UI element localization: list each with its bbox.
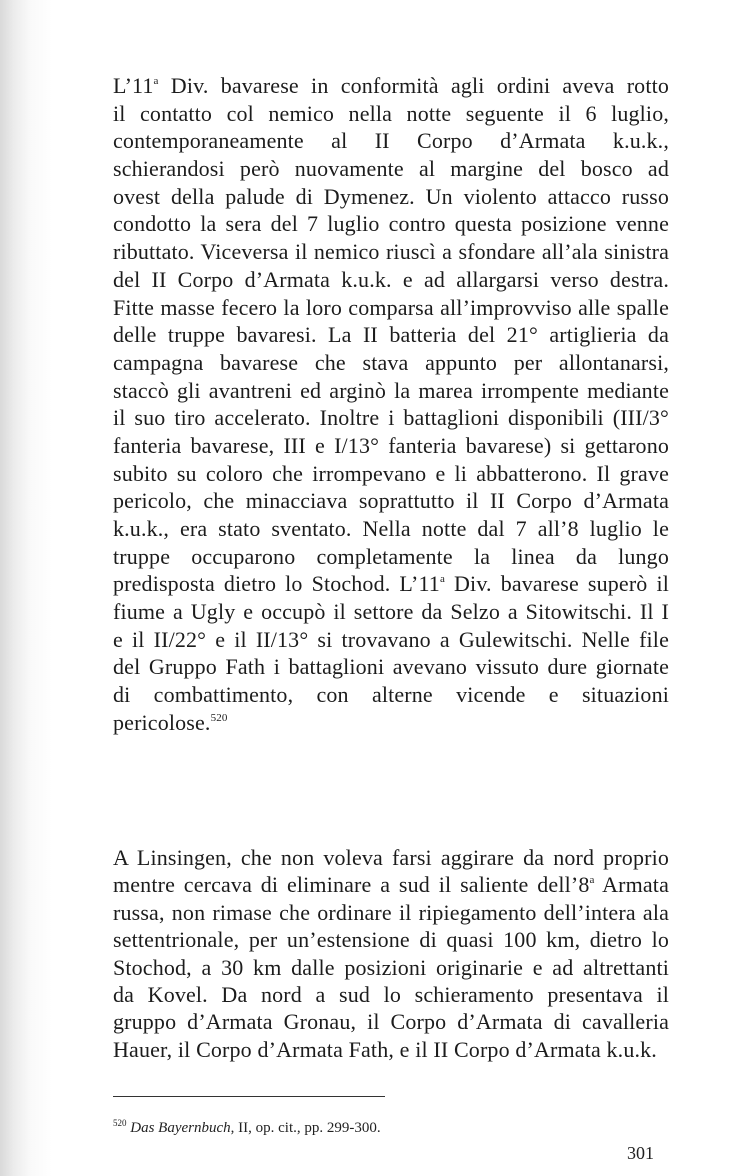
line-text: di combattimento, con alterne vicende e situazioni <box>113 682 669 708</box>
text-line <box>113 1036 669 1063</box>
text-line <box>113 954 669 981</box>
text-line <box>113 72 669 100</box>
line-text: schierandosi però nuovamente al margine del bosco ad <box>113 156 669 182</box>
line-text: ributtato. Viceversa il nemico riuscì a sfondare all’ala sinistra <box>113 239 669 265</box>
line-text: mentre cercava di eliminare a sud il saliente dell’8 <box>113 872 590 898</box>
text-line <box>113 871 669 898</box>
text-line <box>113 294 669 322</box>
line-text-continued: Div. bavarese superò il <box>444 571 669 597</box>
line-text: predisposta dietro lo Stochod. L’11 <box>113 571 440 597</box>
text-line <box>113 321 669 349</box>
line-text: condotto la sera del 7 luglio contro questa posizione venne <box>113 211 669 237</box>
line-text: pericolo, che minacciava soprattutto il II Corpo d’Armata <box>113 488 669 514</box>
line-text: k.u.k., era stato sventato. Nella notte dal 7 all’8 luglio le <box>113 516 669 541</box>
text-line <box>113 598 669 626</box>
text-line <box>113 404 669 432</box>
line-text: A Linsingen, che non voleva farsi aggirare da nord proprio <box>113 845 669 870</box>
footnote-title: Das Bayernbuch <box>130 1120 231 1136</box>
text-line <box>113 515 669 543</box>
text-line <box>113 681 669 709</box>
line-text-continued: Armata <box>594 872 669 898</box>
text-line <box>113 626 669 654</box>
text-line <box>113 238 669 266</box>
line-text: L’11 <box>113 73 154 98</box>
line-text: gruppo d’Armata Gronau, il Corpo d’Armata di cavalleria <box>113 1009 669 1035</box>
text-line <box>113 653 669 681</box>
superscript: a <box>439 573 445 586</box>
paragraph-2 <box>113 844 669 1063</box>
text-line <box>113 709 669 737</box>
superscript: a <box>153 75 159 87</box>
line-text: subito su coloro che irrompevano e li abbatterono. Il grave <box>113 460 669 486</box>
paragraph-1 <box>113 72 669 737</box>
footnote-text: , II, op. cit., pp. 299-300. <box>230 1120 381 1136</box>
text-line <box>113 210 669 238</box>
line-text: del II Corpo d’Armata k.u.k. e ad allargarsi verso destra. <box>113 266 669 292</box>
line-text: ovest della palude di Dymenez. Un violento attacco russo <box>113 183 669 209</box>
text-line <box>113 155 669 183</box>
line-text: fanteria bavarese, III e I/13° fanteria bavarese) si gettarono <box>113 432 669 458</box>
text-line <box>113 183 669 211</box>
line-text: Hauer, il Corpo d’Armata Fath, e il II Corpo d’Armata k.u.k. <box>113 1036 657 1062</box>
footnote-number: 520 <box>113 1118 127 1128</box>
line-text: contemporaneamente al II Corpo d’Armata k.u.k., <box>113 128 669 154</box>
line-text: fiume a Ugly e occupò il settore da Selzo a Sitowitschi. Il I <box>113 599 669 625</box>
line-text: settentrionale, per un’estensione di quasi 100 km, dietro lo <box>113 927 669 953</box>
line-text: e il II/22° e il II/13° si trovavano a Gulewitschi. Nelle file <box>113 626 669 652</box>
footnote <box>113 1118 381 1137</box>
line-text: da Kovel. Da nord a sud lo schieramento presentava il <box>113 981 669 1007</box>
line-text: delle truppe bavaresi. La II batteria del 21° artiglieria da <box>113 322 669 348</box>
footnote-separator <box>113 1096 385 1097</box>
line-text: Stochod, a 30 km dalle posizioni originarie e ad altrettanti <box>113 954 669 980</box>
line-text: pericolose. <box>113 709 211 735</box>
line-text-continued: Div. bavarese in conformità agli ordini aveva rotto <box>158 73 669 98</box>
text-line <box>113 981 669 1008</box>
text-line <box>113 899 669 926</box>
text-line <box>113 266 669 294</box>
text-line <box>113 487 669 515</box>
text-line <box>113 349 669 377</box>
text-line <box>113 543 669 571</box>
superscript: a <box>589 874 595 887</box>
line-text: del Gruppo Fath i battaglioni avevano vissuto dure giornate <box>113 654 669 680</box>
page-number: 301 <box>627 1143 654 1163</box>
line-text: staccò gli avantreni ed arginò la marea irrompente mediante <box>113 377 669 403</box>
text-line <box>113 926 669 953</box>
line-text: russa, non rimase che ordinare il ripiegamento dell’intera ala <box>113 899 669 925</box>
text-line <box>113 1008 669 1035</box>
text-line <box>113 377 669 405</box>
line-text: il suo tiro accelerato. Inoltre i battaglioni disponibili (III/3° <box>113 405 669 431</box>
text-line <box>113 432 669 460</box>
line-text: campagna bavarese che stava appunto per allontanarsi, <box>113 349 669 375</box>
text-line <box>113 100 669 128</box>
superscript: 520 <box>210 711 228 724</box>
text-line <box>113 844 669 871</box>
text-line <box>113 127 669 155</box>
line-text: il contatto col nemico nella notte seguente il 6 luglio, <box>113 100 669 126</box>
line-text: Fitte masse fecero la loro comparsa all’improvviso alle spalle <box>113 294 669 320</box>
line-text: truppe occuparono completamente la linea da lungo <box>113 543 669 569</box>
text-line <box>113 460 669 488</box>
text-line <box>113 570 669 598</box>
